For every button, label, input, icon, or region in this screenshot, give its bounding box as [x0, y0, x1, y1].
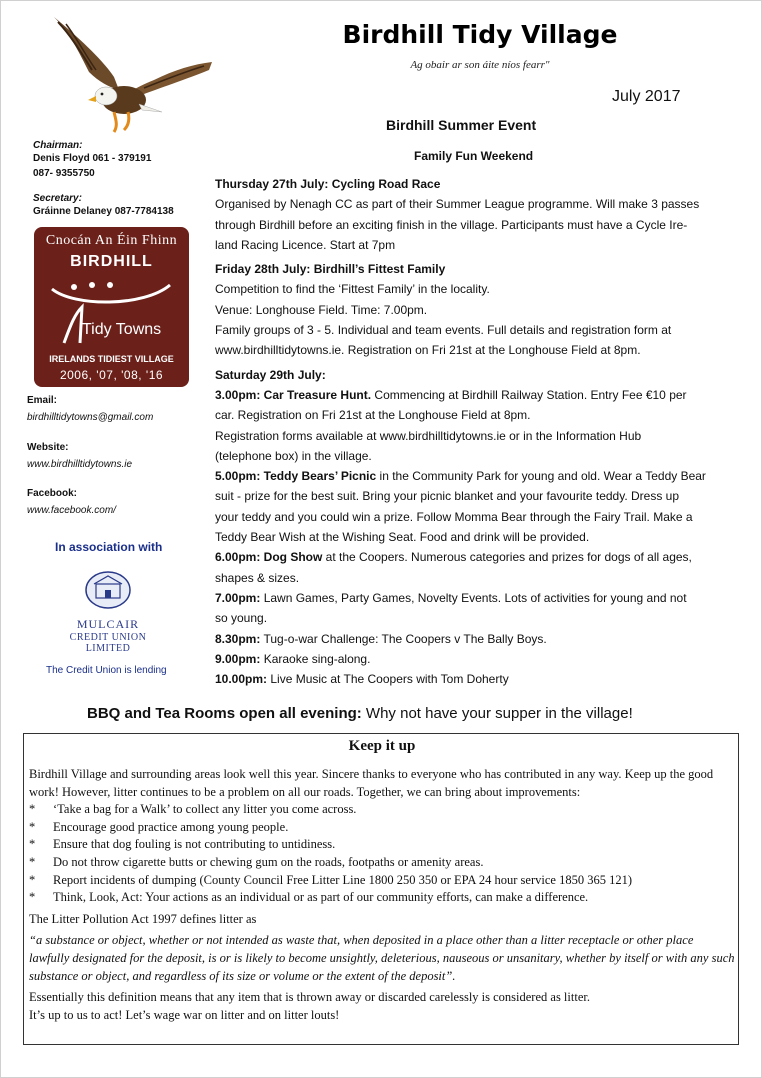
thursday-line: through Birdhill before an exciting finish in the village. Participants must have a Cycle Ire-	[215, 217, 688, 232]
credit-union-building-icon	[84, 570, 132, 610]
teddy-line	[215, 466, 750, 486]
dog-line	[215, 547, 750, 567]
lawn-time: 7.00pm:	[215, 590, 261, 605]
karaoke-text: Karaoke sing-along.	[260, 651, 371, 666]
email-block	[27, 395, 153, 423]
credit-union-lending: The Credit Union is lending	[46, 665, 167, 676]
keep-it-up-title: Keep it up	[348, 738, 416, 754]
closing-line: It’s up to us to act! Let’s wage war on litter and on litter louts!	[29, 1007, 340, 1022]
page-title: Birdhill Tidy Village	[342, 20, 618, 49]
tug-text: Tug-o-war Challenge: The Coopers v The Bally Boys.	[260, 631, 547, 646]
tug-line	[215, 629, 750, 649]
music-text: Live Music at The Coopers with Tom Doherty	[267, 672, 509, 687]
teddy-line: Teddy Bear Wish at the Wishing Seat. Food and drink will be provided.	[215, 530, 590, 545]
essential-line: Essentially this definition means that any item that is thrown away or discarded carelessly is considered as litter.	[29, 990, 590, 1005]
friday-heading: Friday 28th July: Birdhill’s Fittest Family	[215, 262, 446, 277]
car-hunt-line: car. Registration on Fri 21st at the Longhouse Field at 8pm.	[215, 408, 531, 423]
association-heading: In association with	[55, 540, 163, 554]
lawn-text: Lawn Games, Party Games, Novelty Events. Lots of activities for young and not	[260, 590, 687, 605]
facebook-block	[27, 488, 116, 516]
badge-irish: Cnocán An Éin Fhinn	[45, 233, 178, 248]
tug-time: 8.30pm:	[215, 631, 261, 646]
car-hunt-text: Commencing at Birdhill Railway Station. Entry Fee €10 per	[371, 387, 687, 402]
event-title: Birdhill Summer Event	[386, 117, 537, 133]
friday-line: Competition to find the ‘Fittest Family’ in the locality.	[215, 282, 490, 297]
event-subtitle: Family Fun Weekend	[414, 149, 534, 163]
website-label: Website:	[27, 442, 69, 453]
litter-definition-quote: “a substance or object, whether or not intended as waste that, when deposited in a place other than a litter receptacle or other place lawfully designated for the deposit, is or is likely to become unsightly, deleterious, nauseous or unsanitary, whether by itself or with any such substance or object, and regardless of its size or volume or the extent of the deposit”.	[29, 933, 735, 983]
bbq-notice	[87, 705, 633, 722]
mulcair-limited: LIMITED	[85, 643, 131, 654]
issue-date: July 2017	[612, 88, 681, 105]
dog-title: 6.00pm: Dog Show	[215, 550, 323, 565]
thursday-line: land Racing Licence. Start at 7pm	[215, 237, 396, 252]
event-programme	[215, 174, 750, 689]
chairman-phone: 087- 9355750	[33, 168, 95, 179]
email-label: Email:	[27, 395, 58, 406]
friday-line: Venue: Longhouse Field. Time: 7.00pm.	[215, 302, 428, 317]
teddy-title: 5.00pm: Teddy Bears’ Picnic	[215, 469, 377, 484]
music-line	[215, 669, 750, 689]
car-hunt-line: (telephone box) in the village.	[215, 448, 372, 463]
friday-line: Family groups of 3 - 5. Individual and team events. Full details and registration form at	[215, 323, 672, 338]
teddy-line: suit - prize for the best suit. Bring your picnic blanket and your favourite teddy. Dress up	[215, 489, 680, 504]
lawn-line: so young.	[215, 611, 268, 626]
secretary-label: Secretary:	[33, 193, 82, 204]
list-item: * Do not throw cigarette butts or chewing gum on the roads, footpaths or amenity areas.	[29, 854, 484, 869]
keep-it-up-body	[29, 766, 735, 1024]
list-item: * Encourage good practice among young people.	[29, 819, 289, 834]
badge-tagline: IRELANDS TIDIEST VILLAGE	[49, 354, 174, 364]
dog-line: shapes & sizes.	[215, 570, 300, 585]
car-hunt-line	[215, 385, 750, 405]
list-item: * Report incidents of dumping (County Council Free Litter Line 1800 250 350 or EPA 24 hour service 1850 365 121)	[29, 872, 632, 887]
tidy-towns-badge	[34, 227, 189, 387]
karaoke-time: 9.00pm:	[215, 651, 261, 666]
karaoke-line	[215, 649, 750, 669]
lawn-line	[215, 588, 750, 608]
website-block	[27, 442, 132, 470]
badge-tidy-towns: Tidy Towns	[82, 321, 162, 338]
mulcair-credit-union: CREDIT UNION	[69, 632, 147, 643]
dog-text: at the Coopers. Numerous categories and prizes for dogs of all ages,	[322, 550, 692, 565]
list-item: * Think, Look, Act: Your actions as an individual or as part of our community efforts, can make a difference.	[29, 890, 589, 905]
committee-contacts	[33, 140, 203, 219]
teddy-line: your teddy and you could win a prize. Follow Momma Bear through the Fairy Trail. Make a	[215, 509, 693, 524]
mulcair-credit-union-logo	[58, 570, 158, 654]
motto: Ag obair ar son áite níos fearr"	[410, 59, 550, 71]
facebook-label: Facebook:	[27, 488, 78, 499]
litter-act-line: The Litter Pollution Act 1997 defines litter as	[29, 911, 257, 926]
website-link[interactable]: www.birdhilltidytowns.ie	[27, 459, 133, 470]
teddy-text: in the Community Park for young and old. Wear a Teddy Bear	[376, 469, 706, 484]
chairman-name: Denis Floyd 061 - 379191	[33, 153, 152, 164]
friday-line: www.birdhilltidytowns.ie. Registration on Fri 21st at the Longhouse Field at 8pm.	[215, 343, 641, 358]
car-hunt-title: 3.00pm: Car Treasure Hunt.	[215, 387, 372, 402]
bbq-heading: BBQ and Tea Rooms open all evening:	[87, 705, 362, 722]
keep-it-up-box	[23, 733, 739, 1045]
keep-intro: Birdhill Village and surrounding areas look well this year. Sincere thanks to everyone who has contributed in any way. Keep up the good work! However, litter continues to be a problem on all our roads. Together, we can bring about improvements:	[29, 767, 714, 799]
email-value[interactable]: birdhilltidytowns@gmail.com	[27, 412, 154, 423]
facebook-link[interactable]: www.facebook.com/	[27, 505, 116, 516]
secretary-name: Gráinne Delaney 087-7784138	[33, 206, 174, 217]
chairman-label: Chairman:	[33, 140, 83, 151]
thursday-line: Organised by Nenagh CC as part of their Summer League programme. Will make 3 passes	[215, 197, 700, 212]
saturday-heading: Saturday 29th July:	[215, 367, 326, 382]
music-time: 10.00pm:	[215, 672, 268, 687]
eagle-logo-icon	[44, 12, 214, 137]
list-item: * Ensure that dog fouling is not contributing to untidiness.	[29, 837, 336, 852]
bbq-text: Why not have your supper in the village!	[361, 705, 633, 722]
mulcair-name: MULCAIR	[76, 617, 140, 631]
thursday-heading: Thursday 27th July: Cycling Road Race	[215, 177, 441, 191]
list-item: * ‘Take a bag for a Walk’ to collect any litter you come across.	[29, 802, 357, 817]
badge-birdhill: BIRDHILL	[70, 253, 153, 270]
badge-years: 2006, '07, '08, '16	[59, 368, 164, 382]
car-hunt-line: Registration forms available at www.birdhilltidytowns.ie or in the Information Hub	[215, 428, 642, 443]
